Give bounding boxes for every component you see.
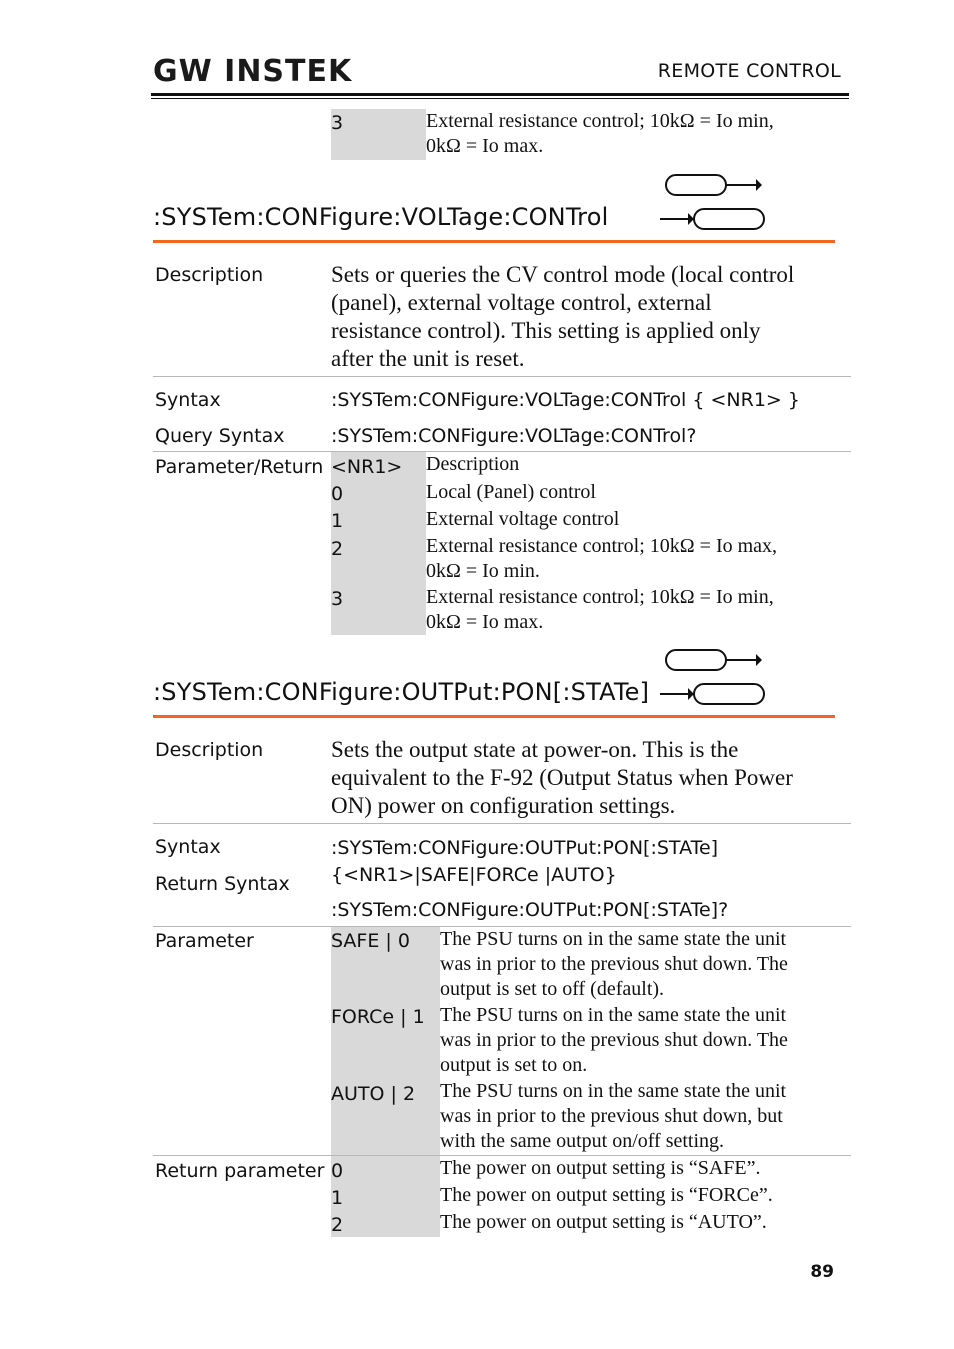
param-desc	[426, 585, 774, 635]
header-rule-thin	[151, 98, 849, 99]
param-desc-line: External resistance control; 10kΩ = Io min,	[426, 110, 774, 132]
description-text	[331, 736, 793, 820]
return-parameter-label: Return parameter	[155, 1160, 325, 1182]
param-desc-line: The PSU turns on in the same state the unit	[440, 928, 787, 950]
param-desc-line: External resistance control; 10kΩ = Io min,	[426, 586, 774, 608]
description-line: resistance control). This setting is applied only	[331, 318, 761, 343]
return-syntax-label: Return Syntax	[155, 873, 290, 895]
param-desc	[426, 534, 777, 584]
param-desc: Local (Panel) control	[426, 481, 596, 503]
syntax-command	[331, 835, 718, 889]
return-param-code: 0	[331, 1160, 344, 1182]
param-desc-line: External resistance control; 10kΩ = Io max,	[426, 535, 778, 557]
header-section-title: REMOTE CONTROL	[657, 60, 841, 82]
param-desc-line: output is set to on.	[440, 1054, 588, 1076]
param-code: 3	[331, 112, 344, 134]
return-param-code: 1	[331, 1187, 344, 1209]
description-label: Description	[155, 264, 264, 286]
param-code: SAFE | 0	[331, 930, 410, 952]
param-code-shade	[331, 109, 426, 160]
return-param-desc: The power on output setting is “SAFE”.	[440, 1157, 761, 1179]
param-desc	[440, 1079, 786, 1154]
description-line: equivalent to the F-92 (Output Status when Power	[331, 765, 793, 790]
page-number: 89	[810, 1262, 834, 1282]
param-code: 0	[331, 483, 344, 505]
param-desc-line: 0kΩ = Io max.	[426, 135, 544, 157]
set-query-command-icons	[660, 648, 770, 708]
set-command-icon	[666, 650, 762, 670]
syntax-label: Syntax	[155, 836, 221, 858]
param-code-shade	[331, 452, 426, 635]
description-line: Sets or queries the CV control mode (local control	[331, 262, 795, 287]
param-code: 1	[331, 510, 344, 532]
param-desc-line: output is set to off (default).	[440, 978, 665, 1000]
param-code: AUTO | 2	[331, 1083, 416, 1105]
param-desc	[440, 1003, 788, 1078]
section-title: :SYSTem:CONFigure:OUTPut:PON[:STATe]	[153, 678, 650, 706]
param-desc-line: 0kΩ = Io min.	[426, 560, 540, 582]
param-code: FORCe | 1	[331, 1006, 425, 1028]
param-code-shade	[331, 927, 440, 1155]
return-syntax-command: :SYSTem:CONFigure:OUTPut:PON[:STATe]?	[331, 899, 729, 921]
param-desc-line: was in prior to the previous shut down, but	[440, 1105, 783, 1127]
description-line: after the unit is reset.	[331, 346, 525, 371]
syntax-label: Syntax	[155, 389, 221, 411]
param-desc-line: 0kΩ = Io max.	[426, 611, 544, 633]
query-command-icon	[660, 684, 764, 704]
description-line: (panel), external voltage control, external	[331, 290, 712, 315]
parameter-label: Parameter	[155, 930, 254, 952]
param-desc-line: was in prior to the previous shut down. The	[440, 1029, 788, 1051]
syntax-line: :SYSTem:CONFigure:OUTPut:PON[:STATe]	[331, 837, 719, 859]
return-param-desc: The power on output setting is “FORCe”.	[440, 1184, 773, 1206]
return-param-code: 2	[331, 1214, 344, 1236]
set-command-icon	[666, 175, 762, 195]
param-code: 2	[331, 538, 344, 560]
return-param-desc: The power on output setting is “AUTO”.	[440, 1211, 767, 1233]
param-desc	[426, 109, 774, 159]
syntax-line: {<NR1>|SAFE|FORCe |AUTO}	[331, 864, 617, 886]
syntax-command: :SYSTem:CONFigure:VOLTage:CONTrol { <NR1> }	[331, 389, 800, 411]
param-header-code: <NR1>	[331, 456, 403, 478]
param-code: 3	[331, 588, 344, 610]
description-text	[331, 261, 794, 373]
section-title: :SYSTem:CONFigure:VOLTage:CONTrol	[153, 203, 609, 231]
query-syntax-label: Query Syntax	[155, 425, 285, 447]
row-divider	[153, 823, 851, 824]
param-code-shade	[331, 1156, 440, 1237]
set-query-command-icons	[660, 173, 770, 233]
param-desc	[440, 927, 788, 1002]
svg-text:GW INSTEK: GW INSTEK	[153, 54, 353, 89]
query-syntax-command: :SYSTem:CONFigure:VOLTage:CONTrol?	[331, 425, 697, 447]
gw-instek-logo	[153, 54, 353, 89]
description-line: Sets the output state at power-on. This is the	[331, 737, 739, 762]
param-desc: External voltage control	[426, 508, 620, 530]
header-rule	[151, 93, 849, 96]
query-command-icon	[660, 209, 764, 229]
param-desc-line: The PSU turns on in the same state the unit	[440, 1004, 787, 1026]
param-desc-line: The PSU turns on in the same state the unit	[440, 1080, 787, 1102]
param-desc-line: was in prior to the previous shut down. The	[440, 953, 788, 975]
row-divider	[153, 376, 851, 377]
section-accent-rule	[153, 715, 835, 718]
param-header-desc: Description	[426, 453, 520, 475]
parameter-return-label: Parameter/Return	[155, 456, 324, 478]
section-accent-rule	[153, 240, 835, 243]
param-desc-line: with the same output on/off setting.	[440, 1130, 725, 1152]
description-line: ON) power on configuration settings.	[331, 793, 676, 818]
description-label: Description	[155, 739, 264, 761]
